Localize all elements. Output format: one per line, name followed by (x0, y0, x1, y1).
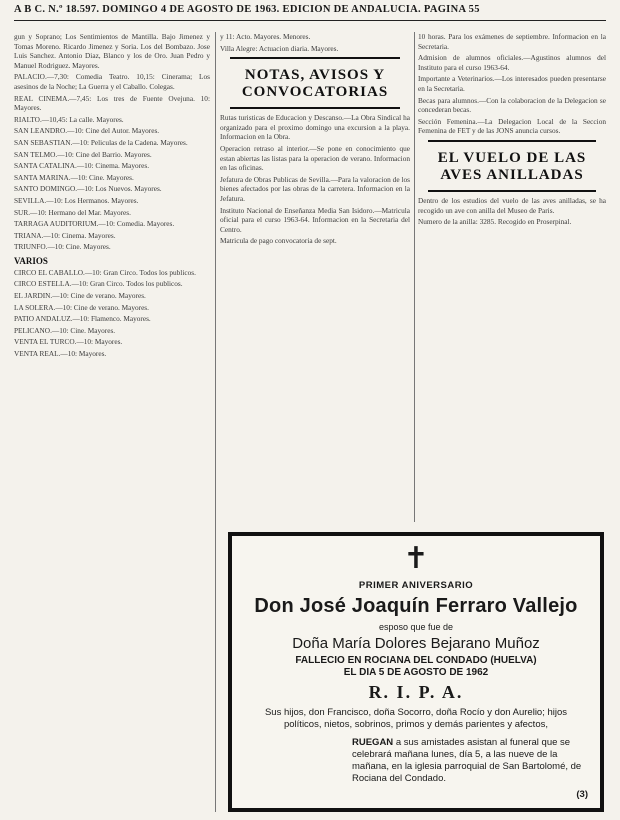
notice-paragraph: 10 horas. Para los exámenes de septiembre. Informacion en la Secretaria. (418, 32, 606, 51)
notice-paragraph: Instituto Nacional de Enseñanza Media San Isidoro.—Matricula oficial para el curso 1963-64. Informacion en la Secretaria del Centro. (220, 205, 410, 234)
listing-paragraph: VENTA REAL.—10: Mayores. (14, 349, 107, 359)
listing-paragraph: SANTA CATALINA.—10: Cinema. Mayores. (14, 161, 150, 171)
death-place: FALLECIO EN ROCIANA DEL CONDADO (HUELVA) (295, 655, 537, 666)
section-rule (230, 57, 400, 59)
page-header: A B C. N.º 18.597. DOMINGO 4 DE AGOSTO DE 1963. EDICION DE ANDALUCIA. PAGINA 55 (14, 4, 480, 15)
listing-paragraph: SUR.—10: Hermano del Mar. Mayores. (14, 207, 131, 217)
notice-paragraph: Rutas turisticas de Educacion y Descanso.—La Obra Sindical ha organizado para el proximo domingo una excursion a la playa. Informacion en la Obra. (220, 113, 410, 142)
section-varios: VARIOS (14, 255, 48, 266)
listing-paragraph: CIRCO ESTELLA.—10: Gran Circo. Todos los publicos. (14, 279, 183, 289)
notice-paragraph: Jefatura de Obras Publicas de Sevilla.—Para la valoracion de los bienes afectados por las obras de la carretera. Informacion en la Jefatura. (220, 174, 410, 203)
listing-paragraph: TARRAGA AUDITORIUM.—10: Comedia. Mayores. (14, 219, 175, 229)
cross-icon: ✝ (403, 541, 429, 576)
widow-name: Doña María Dolores Bejarano Muñoz (292, 635, 540, 652)
listing-paragraph: gun y Soprano; Los Sentimientos de Mantilla. Bajo Jimenez y Tomas Moreno. Ricardo Jimenez y Soria. Los del Bombazo. Jose Luis Sanchez. Antonio Diaz, Blanco y los de Oro. Juan Pedro y Manuel Rodriguez. Mayores. (14, 32, 210, 70)
spouse-intro: esposo que fue de (378, 622, 454, 632)
notice-paragraph: Sección Femenina.—La Delegacion Local de la Seccion Femenina de FET y de las JONS anuncia cursos. (418, 116, 606, 136)
listing-paragraph: CIRCO EL CABALLO.—10: Gran Circo. Todos los publicos. (14, 267, 196, 277)
death-date: EL DIA 5 DE AGOSTO DE 1962 (343, 667, 489, 678)
listing-paragraph: EL JARDIN.—10: Cine de verano. Mayores. (14, 291, 146, 301)
column-announcements (418, 32, 606, 522)
section-rule (230, 107, 400, 109)
listing-paragraph: REAL CINEMA.—7,45: Los tres de Fuente Ovejuna. 10: Mayores. (14, 93, 210, 113)
listing-paragraph: PATIO ANDALUZ.—10: Flamenco. Mayores. (14, 314, 151, 324)
listing-paragraph: SAN LEANDRO.—10: Cine del Autor. Mayores. (14, 126, 160, 136)
listing-paragraph: SANTA MARINA.—10: Cine. Mayores. (14, 172, 134, 182)
listing-paragraph: RIALTO.—10,45: La calle. Mayores. (14, 114, 124, 124)
listing-paragraph: TRIANA.—10: Cinema. Mayores. (14, 230, 116, 240)
listing-paragraph: SAN TELMO.—10: Cine del Barrio. Mayores. (14, 149, 152, 159)
rip-label: R. I. P. A. (368, 682, 464, 702)
ruegan-lead: RUEGAN (352, 737, 394, 748)
article-paragraph: Dentro de los estudios del vuelo de las aves anilladas, se ha recogido un ave con anilla del Museo de Paris. (418, 195, 606, 215)
listing-paragraph: SAN SEBASTIAN.—10: Peliculas de la Cadena. Mayores. (14, 137, 188, 147)
notice-paragraph: Villa Alegre: Actuacion diaria. Mayores. (220, 43, 339, 53)
deceased-name: Don José Joaquín Ferraro Vallejo (254, 595, 578, 617)
listing-paragraph: VENTA EL TURCO.—10: Mayores. (14, 337, 123, 347)
listing-paragraph: SANTO DOMINGO.—10: Los Nuevos. Mayores. (14, 184, 162, 194)
section-title-aves: EL VUELO DE LAS AVES ANILLADAS (437, 149, 587, 183)
column-notices (220, 32, 410, 522)
notice-paragraph: Admision de alumnos oficiales.—Agustinos alumnos del Instituto para el curso 1963-64. (418, 53, 606, 72)
listing-paragraph: PELICANO.—10: Cine. Mayores. (14, 325, 116, 335)
column-divider (215, 32, 216, 812)
family-list: Sus hijos, don Francisco, doña Socorro, doña Rocío y don Aurelio; hijos políticos, nietos, sobrinos, primos y demás parientes y afectos, (264, 707, 568, 730)
column-divider (414, 32, 415, 522)
ad-code: (3) (576, 789, 588, 800)
notice-paragraph: Importante a Veterinarios.—Los interesados pueden presentarse en la Secretaria. (418, 74, 606, 93)
section-title-notas: NOTAS, AVISOS Y CONVOCATORIAS (241, 67, 389, 101)
listing-paragraph: SEVILLA.—10: Los Hermanos. Mayores. (14, 195, 139, 205)
notice-paragraph: Matricula de pago convocatoria de sept. (220, 236, 337, 246)
listing-paragraph: PALACIO.—7,30: Comedia Teatro. 10,15: Cinerama; Los asesinos de la Noche; La Guerra y el Caballo. Colegas. (14, 72, 210, 91)
header-rule (14, 20, 606, 21)
notice-paragraph: y 11: Acto. Mayores. Menores. (220, 32, 311, 41)
notice-paragraph: Becas para alumnos.—Con la colaboracion de la Delegacion se concederan becas. (418, 95, 606, 115)
section-rule (428, 140, 596, 142)
notice-paragraph: Operacion retraso al interior.—Se pone en conocimiento que estan abiertas las listas para la operacion de verano. Informacion en las oficinas. (220, 143, 410, 173)
obituary-notice (228, 532, 604, 812)
anniversary-label: PRIMER ANIVERSARIO (358, 580, 474, 591)
listing-paragraph: LA SOLERA.—10: Cine de verano. Mayores. (14, 302, 149, 312)
listing-paragraph: TRIUNFO.—10: Cine. Mayores. (14, 242, 111, 252)
funeral-request (352, 737, 586, 785)
ruegan-text: a sus amistades asistan al funeral que se celebrará mañana lunes, día 5, a las nueve de la mañana, en la iglesia parroquial de San Bartolomé, de Rociana del Condado. (352, 737, 582, 784)
section-rule (428, 190, 596, 192)
column-cinema-listings (14, 32, 210, 810)
article-paragraph: Numero de la anilla: 3285. Recogido en Proserpinal. (418, 217, 572, 227)
